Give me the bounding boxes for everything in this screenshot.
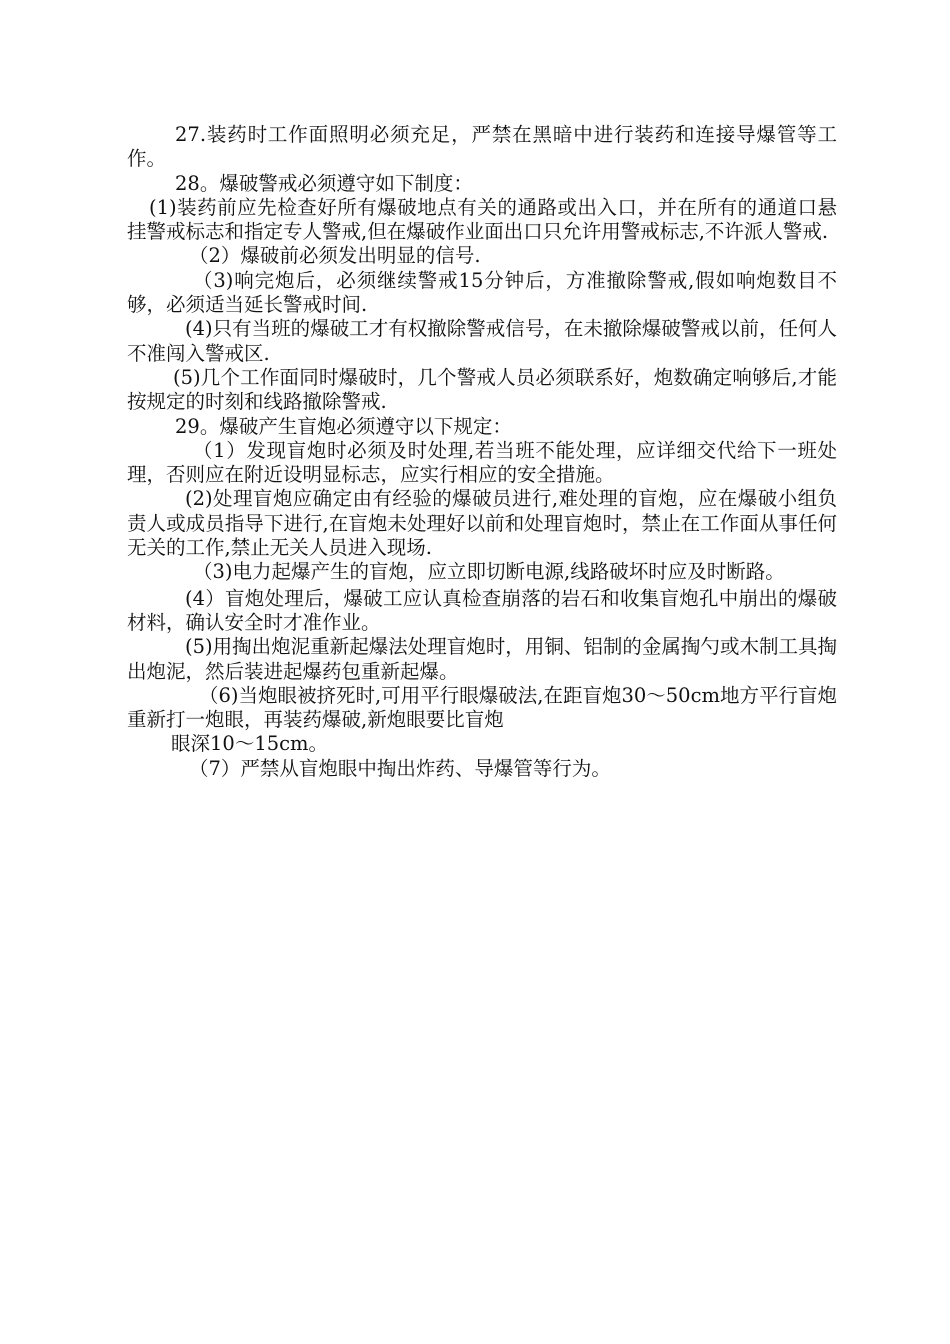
paragraph-29-3: （3)电力起爆产生的盲炮，应立即切断电源,线路破坏时应及时断路。	[193, 560, 785, 584]
paragraph-28-5: (5)几个工作面同时爆破时，几个警戒人员必须联系好，炮数确定响够后,才能按规定的时刻和线路撤除警戒.	[127, 365, 837, 414]
paragraph-28-1: (1)装药前应先检查好所有爆破地点有关的通路或出入口，并在所有的通道口悬挂警戒标志和指定专人警戒,但在爆破作业面出口只允许用警戒标志,不许派人警戒.	[127, 195, 837, 244]
paragraph-29-6: （6)当炮眼被挤死时,可用平行眼爆破法,在距盲炮30～50cm地方平行盲炮重新打一炮眼，再装药爆破,新炮眼要比盲炮	[127, 683, 837, 732]
paragraph-29-1: （1）发现盲炮时必须及时处理,若当班不能处理，应详细交代给下一班处理，否则应在附近设明显标志，应实行相应的安全措施。	[127, 438, 837, 487]
paragraph-27: 27.装药时工作面照明必须充足，严禁在黑暗中进行装药和连接导爆管等工作。	[127, 123, 837, 171]
paragraph-28-4: (4)只有当班的爆破工才有权撤除警戒信号，在未撤除爆破警戒以前，任何人不准闯入警戒区.	[127, 317, 837, 365]
paragraph-28: 28。爆破警戒必须遵守如下制度：	[175, 171, 473, 195]
paragraph-29-6-continued: 眼深10～15cm。	[171, 732, 329, 756]
paragraph-28-3: （3)响完炮后，必须继续警戒15分钟后，方准撤除警戒,假如响炮数目不够，必须适当延长警戒时间.	[127, 268, 837, 317]
paragraph-29: 29。爆破产生盲炮必须遵守以下规定：	[175, 414, 512, 438]
paragraph-29-4: (4）盲炮处理后，爆破工应认真检查崩落的岩石和收集盲炮孔中崩出的爆破材料，确认安全时才准作业。	[127, 586, 837, 634]
paragraph-29-5: (5)用掏出炮泥重新起爆法处理盲炮时，用铜、铝制的金属掏勺或木制工具掏出炮泥，然后装进起爆药包重新起爆。	[127, 635, 837, 683]
document-body	[127, 123, 837, 781]
paragraph-29-2: (2)处理盲炮应确定由有经验的爆破员进行,难处理的盲炮，应在爆破小组负责人或成员指导下进行,在盲炮未处理好以前和处理盲炮时，禁止在工作面从事任何无关的工作,禁止无关人员进入现场.	[127, 487, 837, 560]
paragraph-28-2: （2）爆破前必须发出明显的信号.	[189, 244, 481, 268]
paragraph-29-7: （7）严禁从盲炮眼中掏出炸药、导爆管等行为。	[189, 756, 611, 780]
